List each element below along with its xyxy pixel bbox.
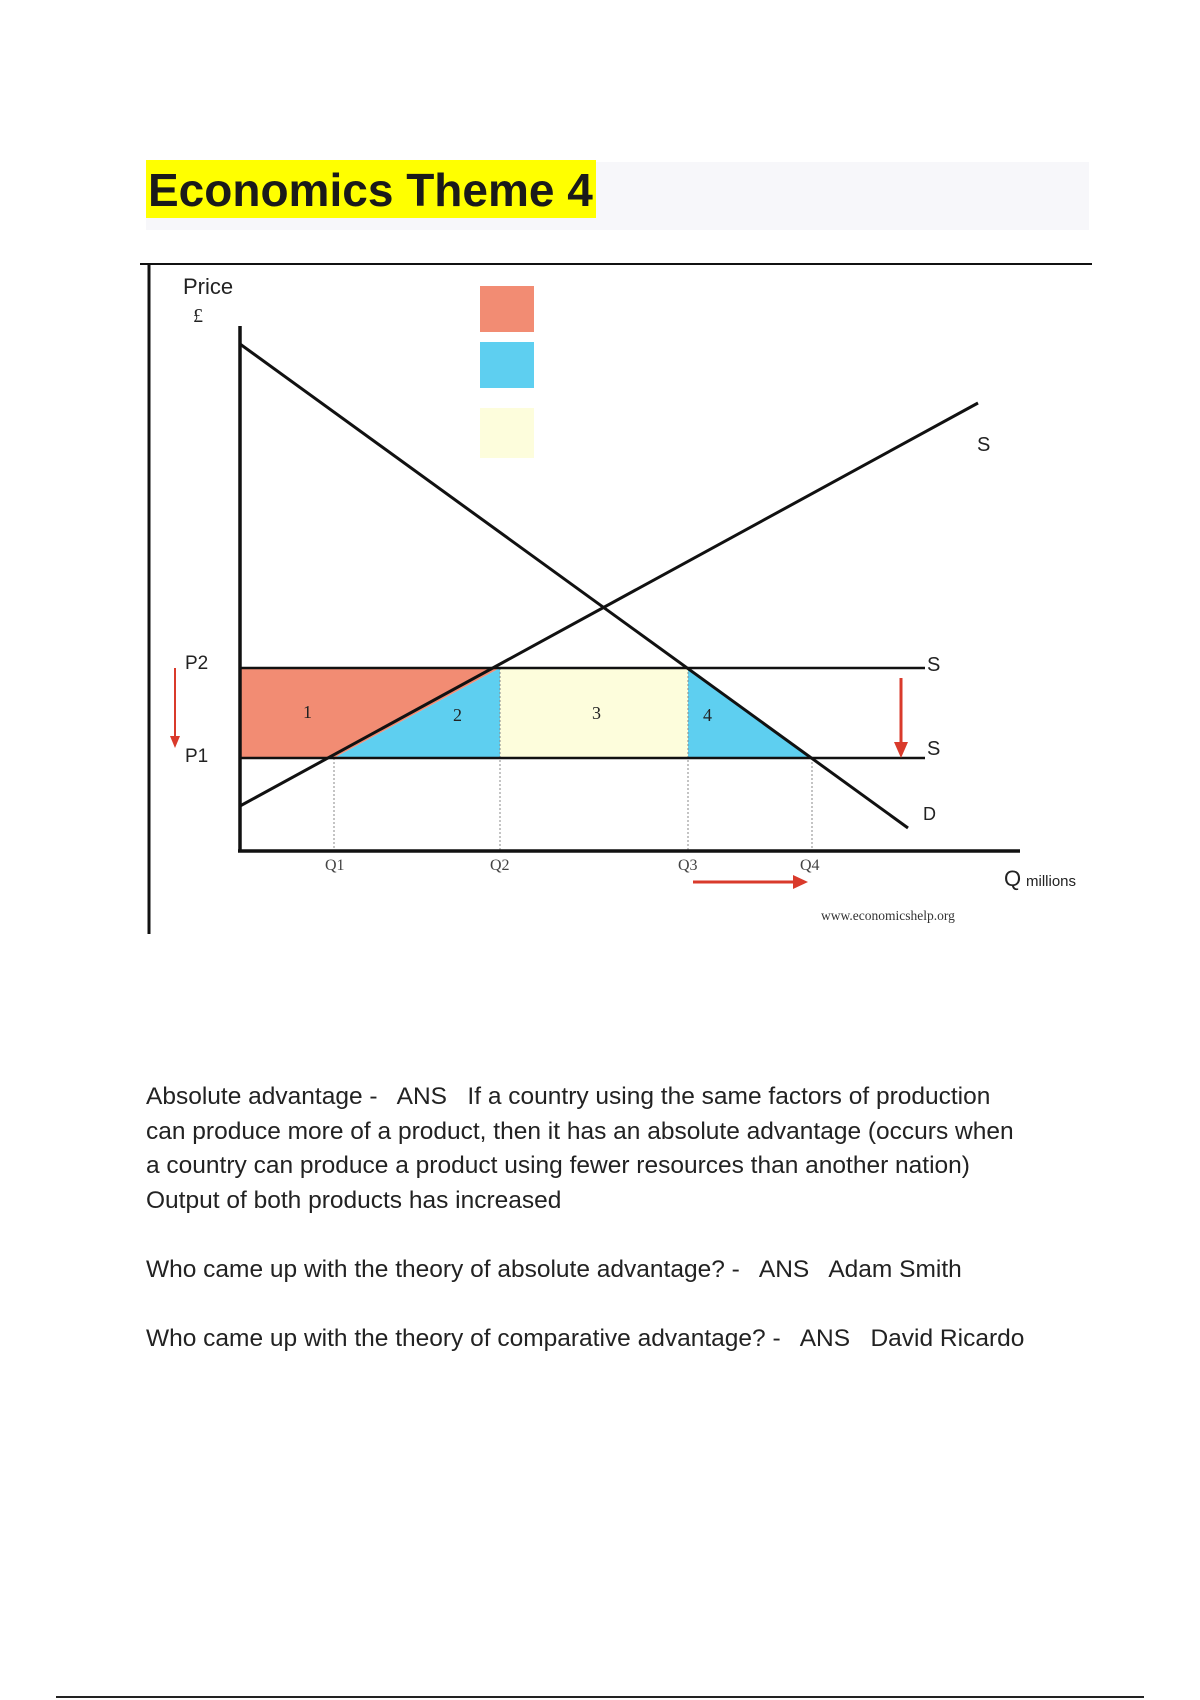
region-label-1: 1 <box>303 702 312 722</box>
chart-figure <box>140 258 1100 938</box>
world-supply-p1-label: S <box>927 738 941 760</box>
tick-label-q4: Q4 <box>800 857 820 874</box>
demand-curve-label: D <box>923 804 936 824</box>
tick-label-q1: Q1 <box>325 857 345 874</box>
region-label-2: 2 <box>453 705 462 725</box>
chart-svg <box>140 258 1100 938</box>
price-fall-arrow-left <box>170 668 180 748</box>
chart-source: www.economicshelp.org <box>821 908 955 923</box>
qa-line: Who came up with the theory of absolute advantage? - ANS Adam Smith <box>146 1256 962 1283</box>
qa-line: a country can produce a product using fewer resources than another nation) <box>146 1152 970 1179</box>
footer-rule <box>56 1696 1144 1698</box>
region-label-3: 3 <box>592 703 601 723</box>
page-title: Economics Theme 4 <box>146 160 596 218</box>
quantity-rise-arrow <box>693 875 808 889</box>
qa-line: Who came up with the theory of comparative advantage? - ANS David Ricardo <box>146 1325 1025 1352</box>
legend-swatch-1 <box>480 286 534 332</box>
tick-label-p2: P2 <box>185 653 209 674</box>
x-axis-unit: millions <box>1026 873 1077 890</box>
price-fall-arrow-right <box>894 678 908 758</box>
legend-swatch-3 <box>480 408 534 458</box>
world-supply-p2-label: S <box>927 654 941 676</box>
qa-absolute-advantage-theory <box>146 1253 1106 1288</box>
supply-curve-label: S <box>977 434 991 456</box>
qa-comparative-advantage-theory <box>146 1322 1106 1357</box>
qa-line: Absolute advantage - ANS If a country using the same factors of production <box>146 1083 991 1110</box>
y-axis-label: Price <box>183 274 234 299</box>
tick-label-p1: P1 <box>185 746 209 767</box>
x-axis-label: Q <box>1004 866 1022 891</box>
qa-line: can produce more of a product, then it has an absolute advantage (occurs when <box>146 1117 1014 1145</box>
region-label-4: 4 <box>703 705 712 725</box>
legend-swatch-2 <box>480 342 534 388</box>
tick-label-q3: Q3 <box>678 857 698 874</box>
tick-label-q2: Q2 <box>490 857 510 874</box>
qa-absolute-advantage <box>146 1080 1106 1218</box>
qa-line: Output of both products has increased <box>146 1186 562 1214</box>
y-axis-unit: £ <box>193 305 203 327</box>
